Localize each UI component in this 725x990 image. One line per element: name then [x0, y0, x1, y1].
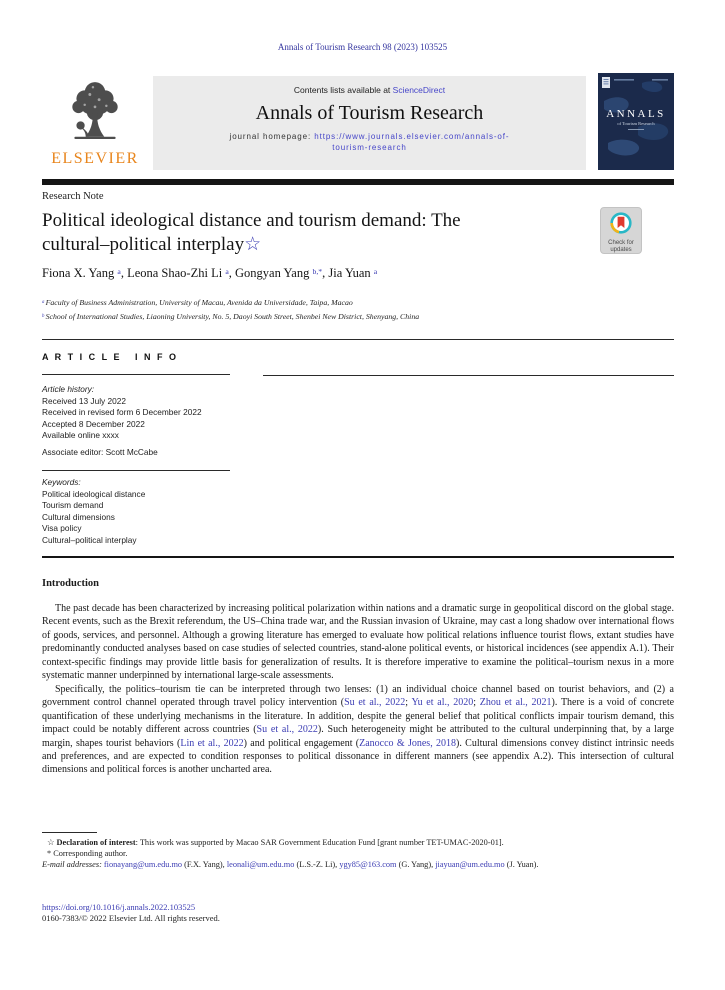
article-title-line1: Political ideological distance and tourism demand: The — [42, 210, 461, 231]
text-segment: , Leona Shao-Zhi Li — [120, 266, 226, 280]
text-segment: ). Such heterogeneity might be attributed to the cultural underpinning that, by a large margin, shapes tourist behaviors ( — [42, 724, 674, 749]
homepage-url-link[interactable]: https://www.journals.elsevier.com/annals-of- — [314, 132, 510, 141]
footnote-divider — [42, 832, 97, 833]
doi-link[interactable]: https://doi.org/10.1016/j.annals.2022.103525 — [42, 902, 196, 912]
elsevier-tree-icon — [62, 78, 128, 144]
info-column-rule-mid — [42, 470, 230, 471]
text-segment: , Jia Yuan — [322, 266, 374, 280]
keywords-label: Keywords: — [42, 477, 81, 487]
journal-homepage-line — [153, 131, 586, 153]
copyright-line: 0160-7383/© 2022 Elsevier Ltd. All rights reserved. — [42, 913, 220, 923]
text-segment: , Gongyan Yang — [228, 266, 313, 280]
text-segment: ☆ — [47, 838, 57, 847]
title-block-rule — [42, 339, 674, 340]
inline-link[interactable]: ygy85@163.com — [339, 859, 397, 869]
inline-link[interactable]: fionayang@um.edu.mo — [103, 859, 183, 869]
text-segment: Specifically, the politics–tourism tie can be interpreted through two lenses: (1) an individual choice channel based on tourist behaviors, and (2) a government control channel operated through travel policy intervention ( — [42, 683, 674, 709]
inline-link[interactable]: Zhou et al., 2021 — [479, 697, 552, 709]
homepage-url-link-line2[interactable]: tourism-research — [332, 143, 407, 152]
text-segment: a — [117, 266, 121, 276]
check-updates-icon — [609, 211, 633, 235]
article-title — [42, 209, 582, 256]
abstract-column-rule — [263, 375, 674, 376]
associate-editor-line: Associate editor: Scott McCabe — [42, 447, 158, 457]
contents-prefix: Contents lists available at — [293, 85, 393, 95]
text-segment: ; — [405, 697, 412, 709]
text-segment: School of International Studies, Liaoning University, No. 5, Daoyi South Street, Shenbei New District, Shenyang, China — [45, 312, 420, 321]
article-info-heading: A R T I C L E I N F O — [42, 352, 179, 362]
inline-link[interactable]: jiayuan@um.edu.mo — [435, 859, 505, 869]
inline-link[interactable]: Zanocco & Jones, 2018 — [359, 737, 457, 749]
cover-subtitle: of Tourism Research — [617, 121, 655, 126]
text-segment: Faculty of Business Administration, University of Macau, Avenida da Universidade, Taipa, Macao — [45, 298, 353, 307]
history-line-revised: Received in revised form 6 December 2022 — [42, 407, 202, 417]
footnote-declaration — [42, 838, 674, 849]
text-segment: ). Cultural dimensions convey distinct intrinsic needs and preferences, and are expected to condition responses to political dissonance in different manners (see appendix A.2). This intersection of cultural dimensions and political forces is another uncharted area. — [42, 737, 674, 776]
elsevier-logo — [42, 78, 148, 170]
contents-availability-line — [153, 85, 586, 95]
journal-cover-thumbnail — [598, 73, 674, 170]
header-divider-bar — [42, 179, 674, 185]
section-divider-rule — [42, 556, 674, 558]
text-segment: (F.X. Yang), — [182, 859, 227, 869]
text-segment: Declaration of interest — [56, 838, 136, 847]
masthead-citation: Annals of Tourism Research 98 (2023) 103525 — [277, 42, 448, 52]
history-line-accepted: Accepted 8 December 2022 — [42, 418, 145, 429]
keyword-item: Tourism demand — [42, 500, 104, 510]
text-segment: a — [225, 266, 229, 276]
text-segment: ) and political engagement ( — [243, 737, 360, 749]
title-footnote-star[interactable]: ☆ — [244, 233, 262, 255]
elsevier-wordmark: ELSEVIER — [51, 150, 139, 167]
footnote-emails — [42, 860, 674, 871]
text-segment: : This work was supported by Macao SAR Government Education Fund [grant number TET-UMAC-2020-01]. — [135, 838, 504, 847]
article-type-label: Research Note — [42, 191, 104, 202]
intro-paragraph-2 — [42, 683, 674, 777]
keyword-item: Cultural–political interplay — [42, 534, 137, 545]
article-history-block — [42, 384, 252, 442]
history-line-received: Received 13 July 2022 — [42, 395, 126, 406]
text-segment: (G. Yang), — [396, 859, 436, 869]
info-column-rule-top — [42, 374, 230, 375]
badge-label — [601, 240, 641, 253]
badge-label-line2: updates — [610, 246, 632, 253]
footnotes-block — [42, 838, 674, 870]
text-segment: b — [42, 313, 46, 319]
introduction-body — [42, 602, 674, 777]
history-line-available: Available online xxxx — [42, 430, 119, 440]
intro-paragraph-1 — [42, 602, 674, 683]
keyword-item: Political ideological distance — [42, 488, 146, 499]
text-segment: ). There is a void of concrete quantification of these underlying mechanisms in the literature. In addition, despite the general belief that political conflicts impair tourism demand, this impact could be notably different across countries ( — [42, 697, 675, 736]
badge-label-line1: Check for — [608, 240, 634, 246]
affiliation-line-b — [42, 311, 419, 325]
text-segment: (L.S.-Z. Li), — [294, 859, 340, 869]
text-segment: Fiona X. Yang — [42, 266, 118, 280]
footnote-corresponding: * Corresponding author. — [47, 848, 128, 858]
article-title-line2: cultural–political interplay — [42, 233, 245, 255]
check-for-updates-badge[interactable] — [600, 207, 642, 254]
inline-link[interactable]: Su et al., 2022 — [256, 724, 318, 736]
introduction-heading: Introduction — [42, 578, 99, 589]
inline-link[interactable]: leonali@um.edu.mo — [226, 859, 295, 869]
journal-header-box — [153, 76, 586, 170]
affiliations-block — [42, 297, 419, 325]
inline-link[interactable]: Lin et al., 2022 — [180, 737, 244, 749]
affiliation-line-a — [42, 297, 419, 311]
text-segment: (J. Yuan). — [504, 859, 539, 869]
text-segment: b,* — [312, 266, 323, 276]
text-segment: a — [373, 266, 378, 276]
homepage-label: journal homepage: — [229, 132, 315, 141]
cover-title: ANNALS — [606, 108, 666, 120]
inline-link[interactable]: Su et al., 2022 — [344, 697, 406, 709]
article-history-label: Article history: — [42, 384, 95, 394]
text-segment: a — [42, 299, 46, 305]
journal-title: Annals of Tourism Research — [255, 102, 484, 124]
keyword-item: Visa policy — [42, 523, 82, 533]
text-segment: ; — [473, 697, 480, 709]
inline-link[interactable]: Yu et al., 2020 — [411, 697, 474, 709]
authors-line — [42, 266, 377, 281]
keyword-item: Cultural dimensions — [42, 511, 115, 522]
text-segment: E-mail addresses: — [42, 859, 104, 869]
sciencedirect-link[interactable]: ScienceDirect — [392, 85, 446, 95]
text-segment: The past decade has been characterized by increasing political polarization within nations and a dramatic surge in geopolitical discord on the global stage. Recent events, such as the Brexit referendum, the US–China trade war, and the Russian invasion of Ukraine, may cast a long shadow over international flows of goods, services, and personnel. Although a growing literature has emerged to evaluate how political relations influence tourist flows, extant studies have predominantly conducted analyses based on case studies of selected countries, stand-alone political events, or historical incidences (see appendix A.1). Their context-specific findings may provide little basis for generalization of results. It is therefore imperative to examine the political–tourism nexus in a more systematic manner underpinned by international large-scale assessments. — [42, 603, 674, 682]
keywords-block — [42, 477, 252, 546]
